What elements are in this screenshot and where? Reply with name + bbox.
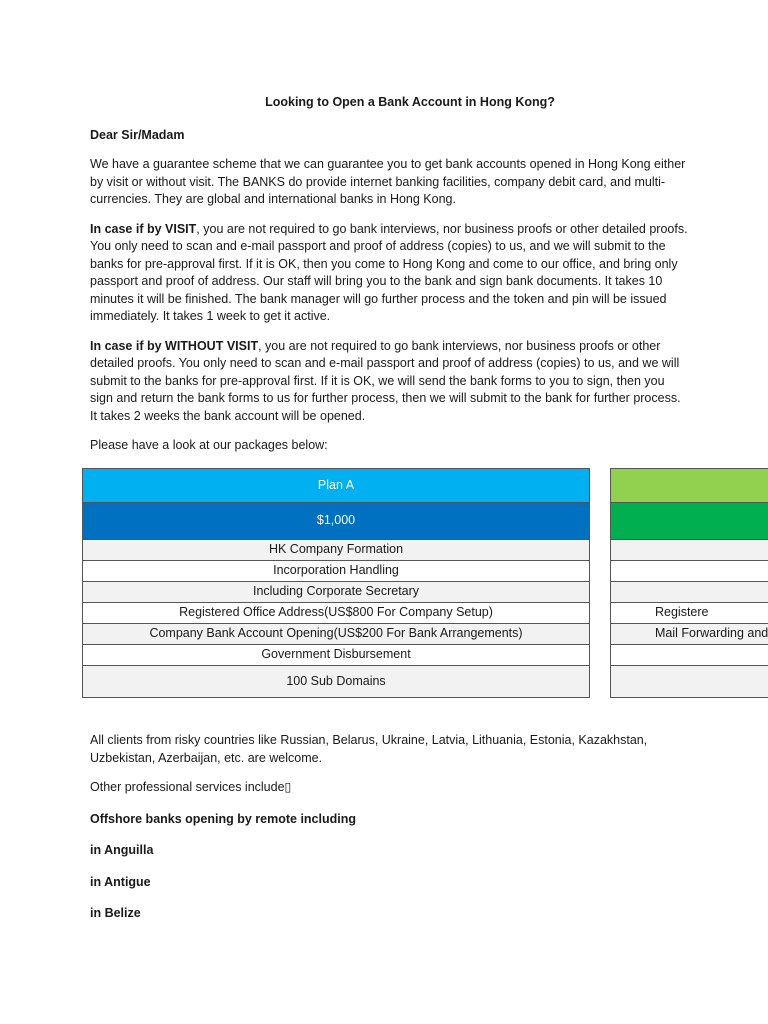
plan-b-table	[610, 468, 768, 698]
intro-paragraph: We have a guarantee scheme that we can guarantee you to get bank accounts opened in Hong Kong either by visit or without visit. The BANKS do provide internet banking facilities, company debit card, and multi-currencies. They are global and international banks in Hong Kong.	[90, 157, 686, 206]
location-item: in Anguilla	[90, 843, 154, 857]
plan-a-name: Plan A	[82, 468, 590, 503]
page-title: Looking to Open a Bank Account in Hong Kong?	[265, 95, 555, 109]
plan-a-table	[82, 468, 590, 698]
plan-a-item: Incorporation Handling	[82, 561, 590, 582]
plan-b-item	[610, 645, 768, 666]
letter-body	[90, 94, 690, 467]
clients-note: All clients from risky countries like Russian, Belarus, Ukraine, Latvia, Lithuania, Estonia, Kazakhstan, Uzbekistan, Azerbaijan, etc. are welcome.	[90, 733, 648, 765]
plan-a-item: HK Company Formation	[82, 540, 590, 561]
plan-b-item	[610, 582, 768, 603]
offshore-heading: Offshore banks opening by remote including	[90, 811, 356, 826]
plan-a-item: Registered Office Address(US$800 For Company Setup)	[82, 603, 590, 624]
plan-a-item: 100 Sub Domains	[82, 666, 590, 698]
plan-b-item	[610, 561, 768, 582]
plan-b-price	[610, 503, 768, 540]
visit-text: , you are not required to go bank interviews, nor business proofs or other detailed proofs. You only need to scan and e-mail passport and proof of address (copies) to us, and we will submit to the banks for pre-approval first. If it is OK, then you come to Hong Kong and come to our office, and bring only passport and proof of address. Our staff will bring you to the bank and sign bank documents. It takes 10 minutes it will be finished. The bank manager will go further process and the token and pin will be issued immediately. It takes 1 week to get it active.	[90, 221, 688, 323]
plan-a-item: Including Corporate Secretary	[82, 582, 590, 603]
plan-b-item	[610, 666, 768, 698]
location-item: in Antigue	[90, 874, 151, 889]
without-visit-paragraph	[90, 338, 690, 426]
visit-paragraph	[90, 221, 690, 326]
other-services: Other professional services include▯	[90, 780, 292, 794]
plan-a-item: Company Bank Account Opening(US$200 For Bank Arrangements)	[82, 624, 590, 645]
location-item: in Belize	[90, 906, 141, 920]
plan-a-price: $1,000	[82, 503, 590, 540]
plan-b-item: Registere	[610, 603, 768, 624]
without-visit-lead: In case if by WITHOUT VISIT	[90, 338, 259, 353]
plan-b-item: Mail Forwarding and	[610, 624, 768, 645]
visit-lead: In case if by VISIT	[90, 221, 197, 236]
lower-section	[90, 732, 690, 937]
plan-b-item	[610, 540, 768, 561]
without-visit-text: , you are not required to go bank interviews, nor business proofs or other detailed proofs. You only need to scan and e-mail passport and proof of address (copies) to us, and we will submit to the banks for pre-approval first. If it is OK, we will send the bank forms to you to sign, then you sign and return the bank forms to us for further process, then we will submit to the bank for further process. It takes 2 weeks the bank account will be opened.	[90, 338, 681, 423]
plan-b-name	[610, 468, 768, 503]
plan-a-item: Government Disbursement	[82, 645, 590, 666]
salutation: Dear Sir/Madam	[90, 127, 185, 142]
packages-intro: Please have a look at our packages below:	[90, 438, 328, 452]
